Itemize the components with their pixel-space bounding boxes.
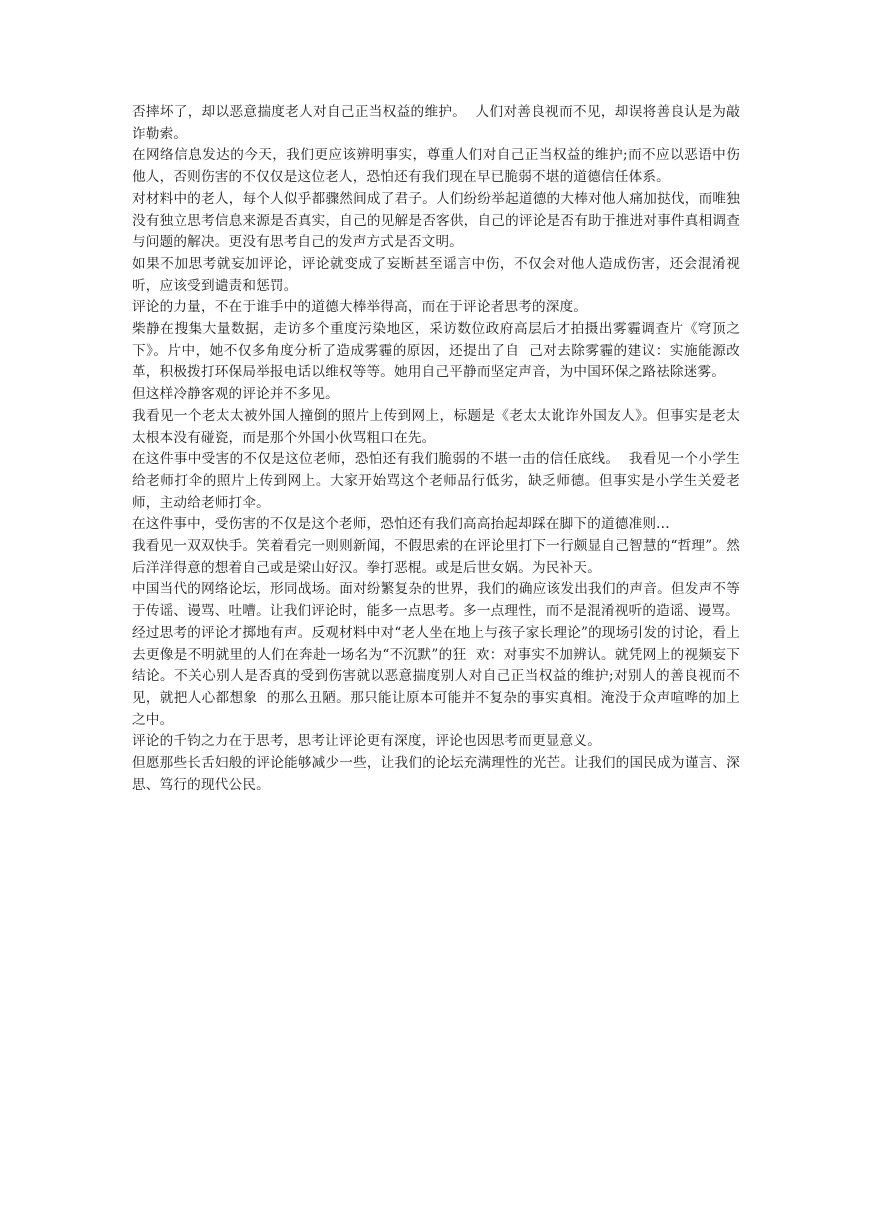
paragraph: 我看见一双双快手。笑着看完一则则新闻，不假思索的在评论里打下一行颇显自己智慧的“哲理”。然后洋洋得意的想着自己或是梁山好汉。拳打恶棍。或是后世女娲。为民补天。 [132, 538, 740, 576]
paragraph: 我看见一个老太太被外国人撞倒的照片上传到网上，标题是《老太太讹诈外国友人》。但事实是老太太根本没有碰瓷，而是那个外国小伙骂粗口在先。 [132, 407, 740, 446]
paragraph: 评论的力量，不在于谁手中的道德大棒举得高，而在于评论者思考的深度。 [132, 299, 588, 316]
paragraph: 对材料中的老人，每个人似乎都骤然间成了君子。人们纷纷举起道德的大棒对他人痛加挞伐，而唯独没有独立思考信息来源是否真实，自己的见解是否客供，自己的评论是否有助于推进对事件真相调查与问题的解决。更没有思考自己的发声方式是否文明。 [132, 190, 740, 251]
paragraph: 在网络信息发达的今天，我们更应该辨明事实，尊重人们对自己正当权益的维护;而不应以恶语中伤他人，否则伤害的不仅仅是这位老人，恐怕还有我们现在早已脆弱不堪的道德信任体系。 [132, 147, 740, 186]
paragraph: 评论的千钧之力在于思考，思考让评论更有深度，评论也因思考而更显意义。 [132, 733, 601, 750]
paragraph: 但愿那些长舌妇般的评论能够减少一些，让我们的论坛充满理性的光芒。让我们的国民成为谨言、深思、笃行的现代公民。 [132, 755, 740, 793]
paragraph: 柴静在搜集大量数据，走访多个重度污染地区，采访数位政府高层后才拍摄出雾霾调查片《穹顶之下》。片中，她不仅多角度分析了造成雾霾的原因，还提出了自 己对去除雾霾的建议：实施能源改革，积极拨打环保局举报电话以维权等等。她用自己平静而坚定声音，为中国环保之路祛除迷雾。 [132, 321, 740, 381]
document-body [132, 102, 740, 797]
paragraph: 在这件事中，受伤害的不仅是这个老师，恐怕还有我们高高抬起却踩在脚下的道德准则... [132, 516, 670, 533]
paragraph: 如果不加思考就妄加评论，评论就变成了妄断甚至谣言中伤，不仅会对他人造成伤害，还会混淆视听，应该受到谴责和惩罚。 [132, 255, 740, 294]
paragraph: 中国当代的网络论坛，形同战场。面对纷繁复杂的世界，我们的确应该发出我们的声音。但发声不等于传谣、谩骂、吐嘈。让我们评论时，能多一点思考。多一点理性，而不是混淆视听的造谣、谩骂。 [132, 581, 740, 620]
paragraph: 在这件事中受害的不仅是这位老师，恐怕还有我们脆弱的不堪一击的信任底线。 我看见一个小学生给老师打伞的照片上传到网上。大家开始骂这个老师品行低劣，缺乏师德。但事实是小学生关爱老师，主动给老师打伞。 [132, 451, 740, 511]
paragraph: 经过思考的评论才掷地有声。反观材料中对“老人坐在地上与孩子家长理论”的现场引发的讨论，看上去更像是不明就里的人们在奔赴一场名为“不沉默”的狂 欢：对事实不加辨认。就凭网上的视频妄下结论。不关心别人是否真的受到伤害就以恶意揣度别人对自己正当权益的维护;对别人的善良视而不见，就把人心都想象 的那么丑陋。那只能让原本可能并不复杂的事实真相。淹没于众声喧哗的加上之中。 [132, 624, 740, 728]
paragraph: 但这样冷静客观的评论并不多见。 [132, 386, 339, 403]
paragraph: 否摔坏了，却以恶意揣度老人对自己正当权益的维护。 人们对善良视而不见，却误将善良认是为敲诈勒索。 [132, 104, 740, 142]
